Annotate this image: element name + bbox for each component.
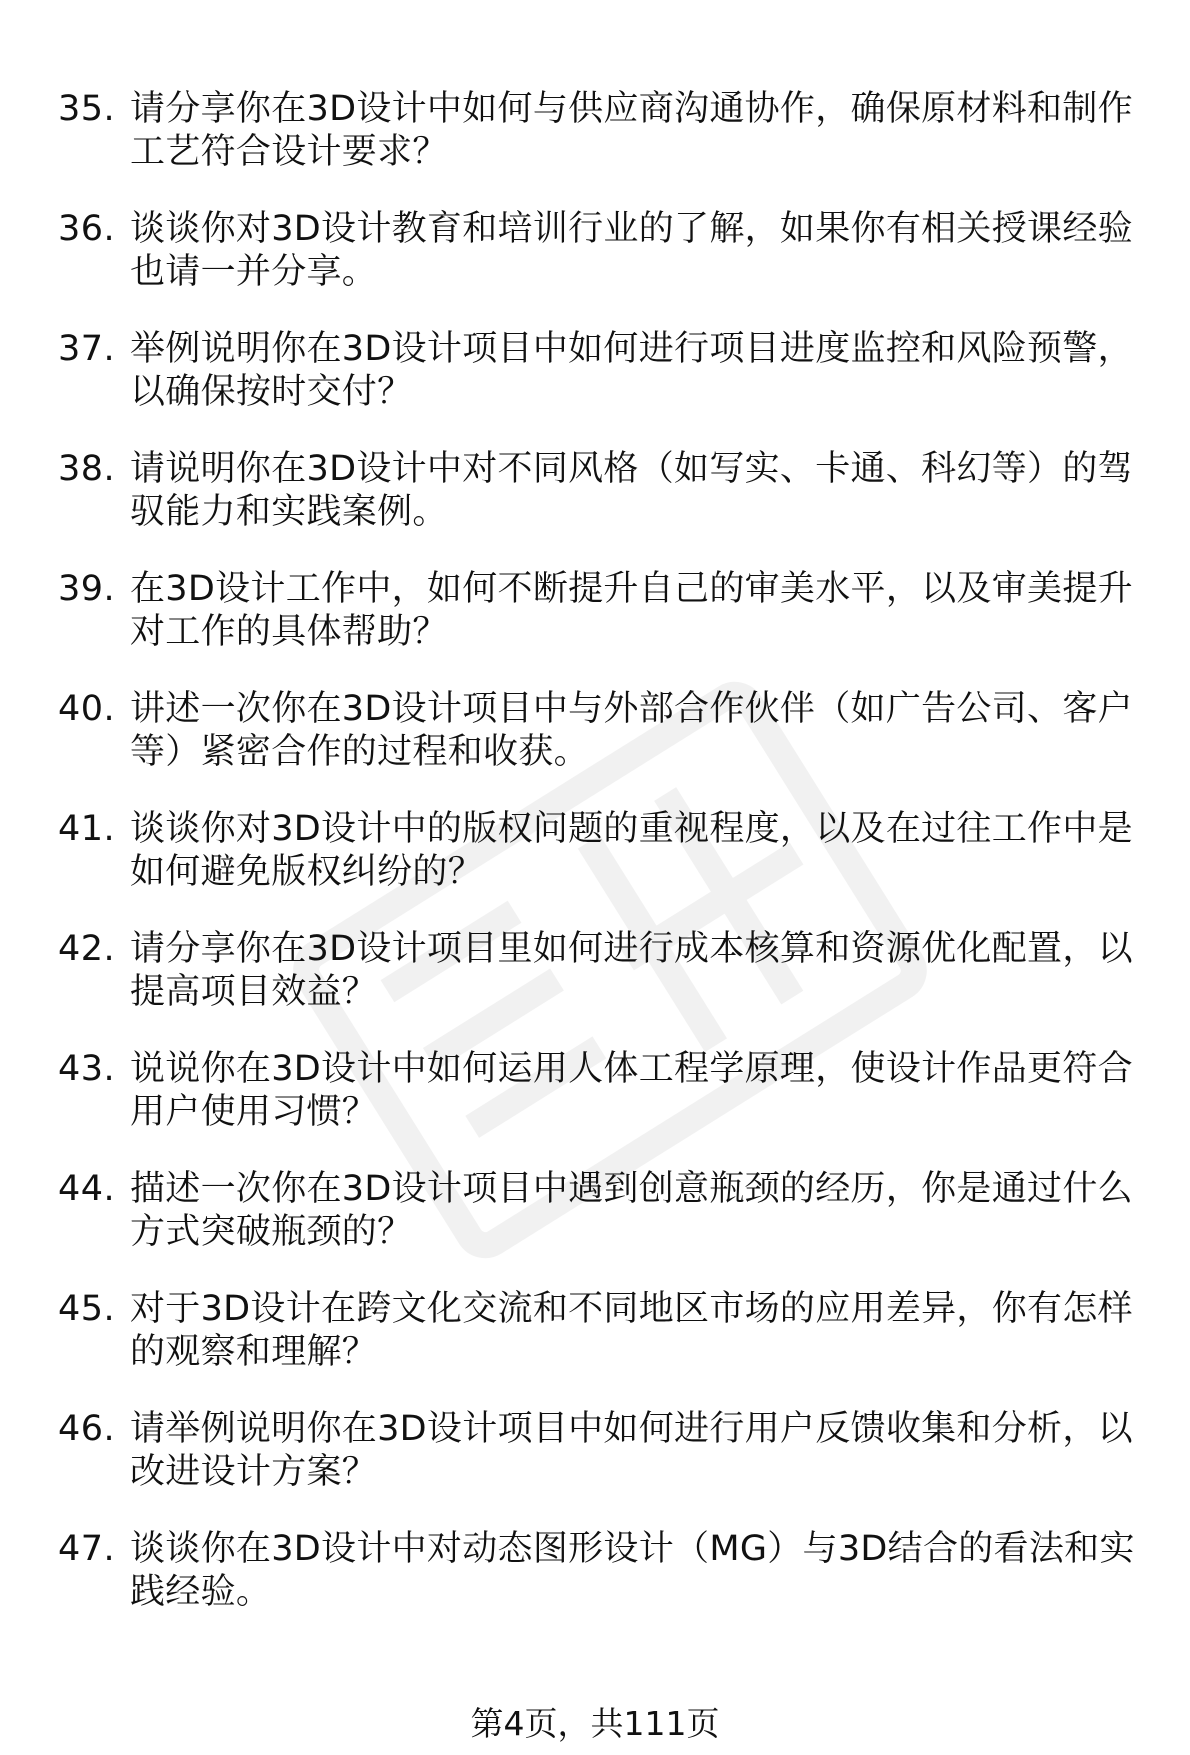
question-text: 举例说明你在3D设计项目中如何进行项目进度监控和风险预警， 以确保按时交付？ [130, 329, 1133, 412]
question-item [58, 328, 1158, 414]
question-number: 40. [58, 689, 116, 729]
question-number: 43. [58, 1049, 116, 1089]
question-text: 在3D设计工作中，如何不断提升自己的审美水平，以及审美提升 对工作的具体帮助？ [130, 569, 1133, 652]
question-text: 讲述一次你在3D设计项目中与外部合作伙伴（如广告公司、客户 等）紧密合作的过程和收获。 [130, 689, 1133, 772]
question-item [58, 88, 1158, 174]
question-text: 请分享你在3D设计中如何与供应商沟通协作，确保原材料和制作 工艺符合设计要求？ [130, 89, 1133, 172]
question-item [58, 1408, 1158, 1494]
question-number: 41. [58, 809, 116, 849]
question-item [58, 208, 1158, 294]
question-text: 请举例说明你在3D设计项目中如何进行用户反馈收集和分析，以 改进设计方案？ [130, 1409, 1133, 1492]
question-item [58, 1168, 1158, 1254]
question-item [58, 568, 1158, 654]
question-list [58, 88, 1158, 1648]
question-item [58, 1288, 1158, 1374]
question-item [58, 1528, 1158, 1614]
question-number: 39. [58, 569, 116, 609]
question-number: 35. [58, 89, 116, 129]
question-number: 45. [58, 1289, 116, 1329]
question-number: 37. [58, 329, 116, 369]
question-text: 请分享你在3D设计项目里如何进行成本核算和资源优化配置，以 提高项目效益？ [130, 929, 1133, 1012]
question-text: 请说明你在3D设计中对不同风格（如写实、卡通、科幻等）的驾 驭能力和实践案例。 [130, 449, 1133, 532]
question-number: 46. [58, 1409, 116, 1449]
question-number: 47. [58, 1529, 116, 1569]
question-number: 44. [58, 1169, 116, 1209]
question-text: 描述一次你在3D设计项目中遇到创意瓶颈的经历，你是通过什么 方式突破瓶颈的？ [130, 1169, 1133, 1252]
question-number: 38. [58, 449, 116, 489]
question-item [58, 688, 1158, 774]
question-item [58, 808, 1158, 894]
question-text: 说说你在3D设计中如何运用人体工程学原理，使设计作品更符合 用户使用习惯？ [130, 1049, 1133, 1132]
question-item [58, 1048, 1158, 1134]
question-text: 谈谈你在3D设计中对动态图形设计（MG）与3D结合的看法和实 践经验。 [130, 1529, 1135, 1612]
question-text: 谈谈你对3D设计中的版权问题的重视程度，以及在过往工作中是 如何避免版权纠纷的？ [130, 809, 1133, 892]
question-text: 对于3D设计在跨文化交流和不同地区市场的应用差异，你有怎样 的观察和理解？ [130, 1289, 1133, 1372]
question-item [58, 448, 1158, 534]
question-text: 谈谈你对3D设计教育和培训行业的了解，如果你有相关授课经验 也请一并分享。 [130, 209, 1133, 292]
question-item [58, 928, 1158, 1014]
question-number: 36. [58, 209, 116, 249]
question-number: 42. [58, 929, 116, 969]
page-footer: 第4页，共111页 [470, 1704, 720, 1743]
